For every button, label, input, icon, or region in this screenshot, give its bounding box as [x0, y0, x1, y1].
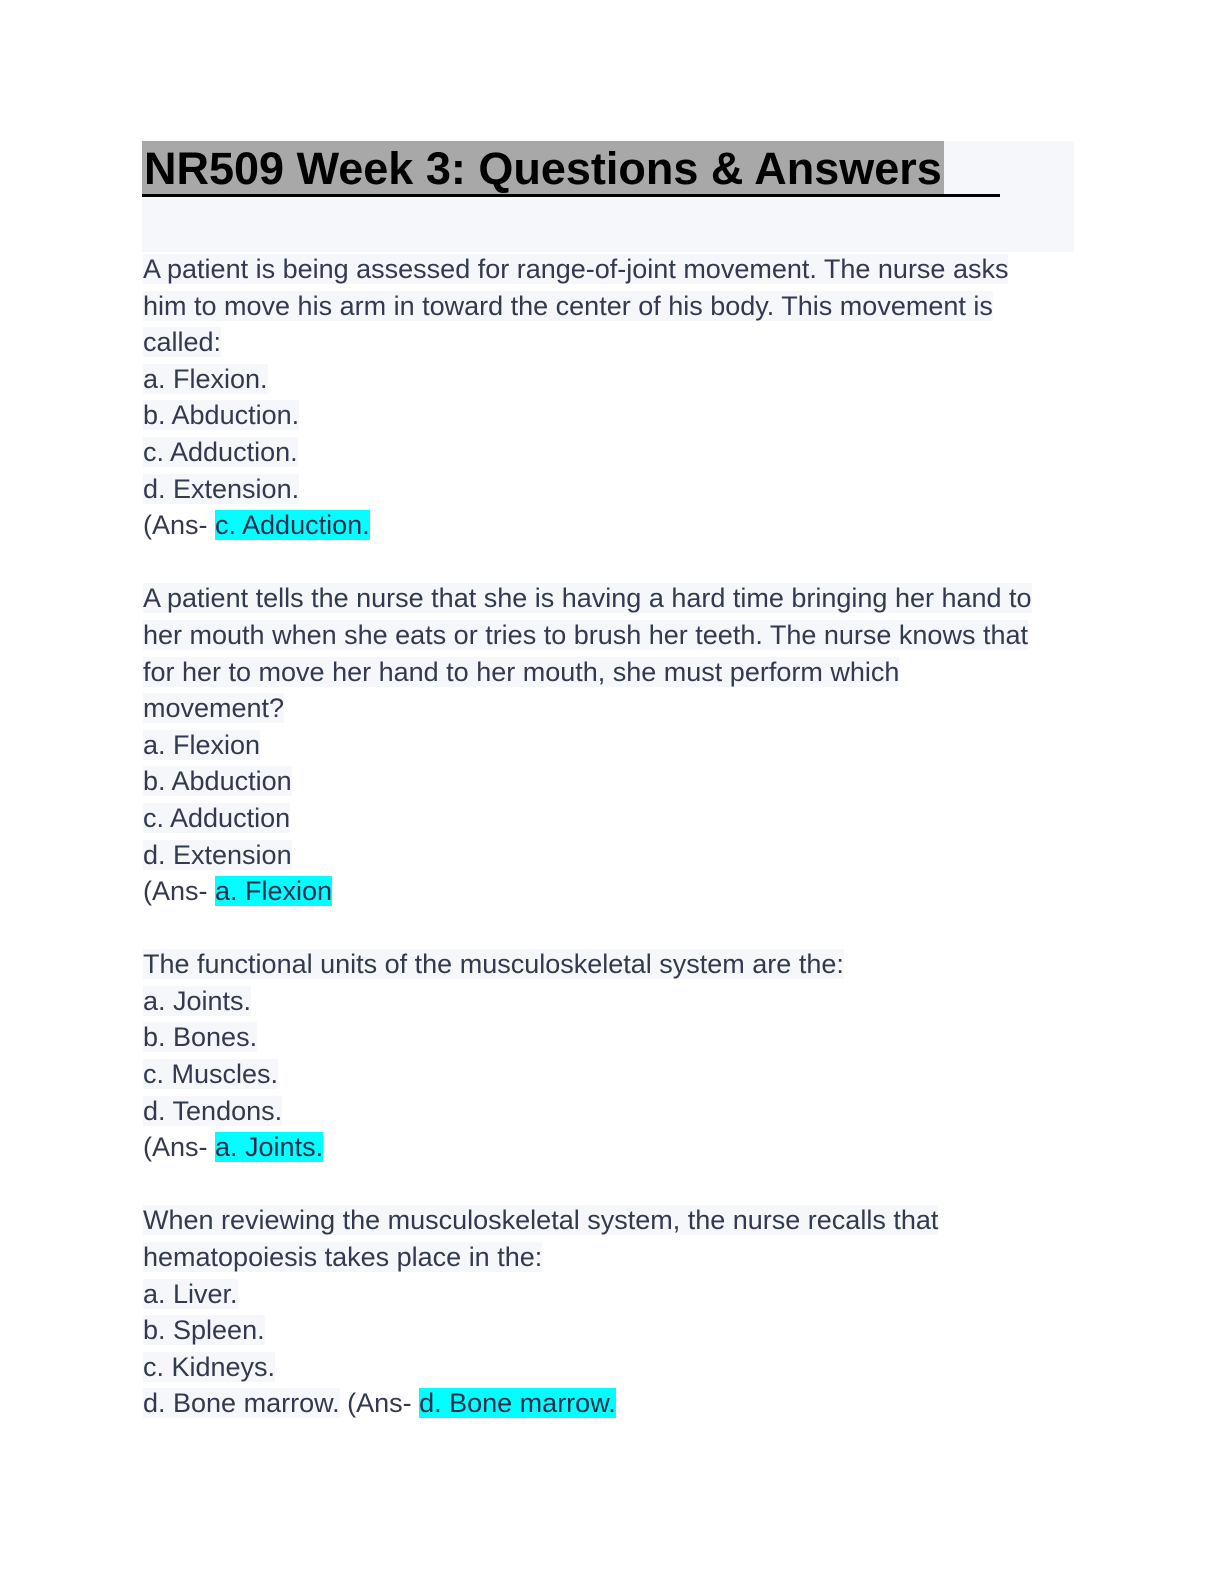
question-3 — [143, 946, 1083, 1166]
title-underline — [142, 194, 1000, 197]
question-stem-line: called: — [143, 327, 222, 358]
answer-line — [143, 1385, 1083, 1422]
answer-option: a. Liver. — [143, 1278, 238, 1309]
answer-prefix: (Ans- — [143, 510, 216, 541]
answer-line — [143, 1129, 1083, 1166]
question-4 — [143, 1202, 1083, 1422]
answer-option: d. Extension — [143, 839, 292, 870]
answer-option: a. Flexion. — [143, 363, 268, 394]
question-stem-line: for her to move her hand to her mouth, she must perform which — [143, 656, 900, 687]
question-2 — [143, 580, 1083, 909]
highlighted-answer: d. Bone marrow. — [419, 1388, 616, 1419]
answer-line — [143, 507, 1083, 544]
answer-option: b. Abduction. — [143, 400, 300, 431]
answer-option: d. Extension. — [143, 473, 300, 504]
answer-option: c. Kidneys. — [143, 1351, 276, 1382]
highlighted-answer: c. Adduction. — [215, 510, 370, 541]
question-stem-line: her mouth when she eats or tries to brush her teeth. The nurse knows that — [143, 619, 1028, 650]
answer-line — [143, 873, 1083, 910]
answer-prefix: (Ans- — [143, 876, 216, 907]
question-1 — [143, 251, 1083, 544]
answer-prefix: (Ans- — [143, 1132, 216, 1163]
answer-option: b. Abduction — [143, 766, 292, 797]
answer-option: c. Adduction — [143, 802, 291, 833]
answer-option: a. Flexion — [143, 729, 261, 760]
answer-option: d. Tendons. — [143, 1095, 283, 1126]
highlighted-answer: a. Joints. — [215, 1132, 324, 1163]
highlighted-answer: a. Flexion — [215, 876, 333, 907]
answer-option: c. Adduction. — [143, 436, 298, 467]
answer-option: b. Spleen. — [143, 1315, 265, 1346]
answer-option: c. Muscles. — [143, 1059, 279, 1090]
answer-prefix: (Ans- — [339, 1388, 420, 1419]
question-stem-line: A patient is being assessed for range-of-joint movement. The nurse asks — [143, 254, 1009, 284]
answer-option: d. Bone marrow. — [143, 1388, 340, 1419]
page-title: NR509 Week 3: Questions & Answers — [142, 141, 944, 197]
question-stem-line: A patient tells the nurse that she is having a hard time bringing her hand to — [143, 583, 1032, 614]
answer-option: b. Bones. — [143, 1022, 258, 1053]
question-stem-line: movement? — [143, 693, 285, 724]
answer-option: a. Joints. — [143, 985, 252, 1016]
questions-content — [143, 251, 1083, 1422]
question-stem-line: When reviewing the musculoskeletal system, the nurse recalls that — [143, 1205, 939, 1236]
question-stem-line: hematopoiesis takes place in the: — [143, 1242, 543, 1273]
question-stem-line: him to move his arm in toward the center of his body. This movement is — [143, 290, 993, 321]
question-stem-line: The functional units of the musculoskeletal system are the: — [143, 949, 844, 980]
